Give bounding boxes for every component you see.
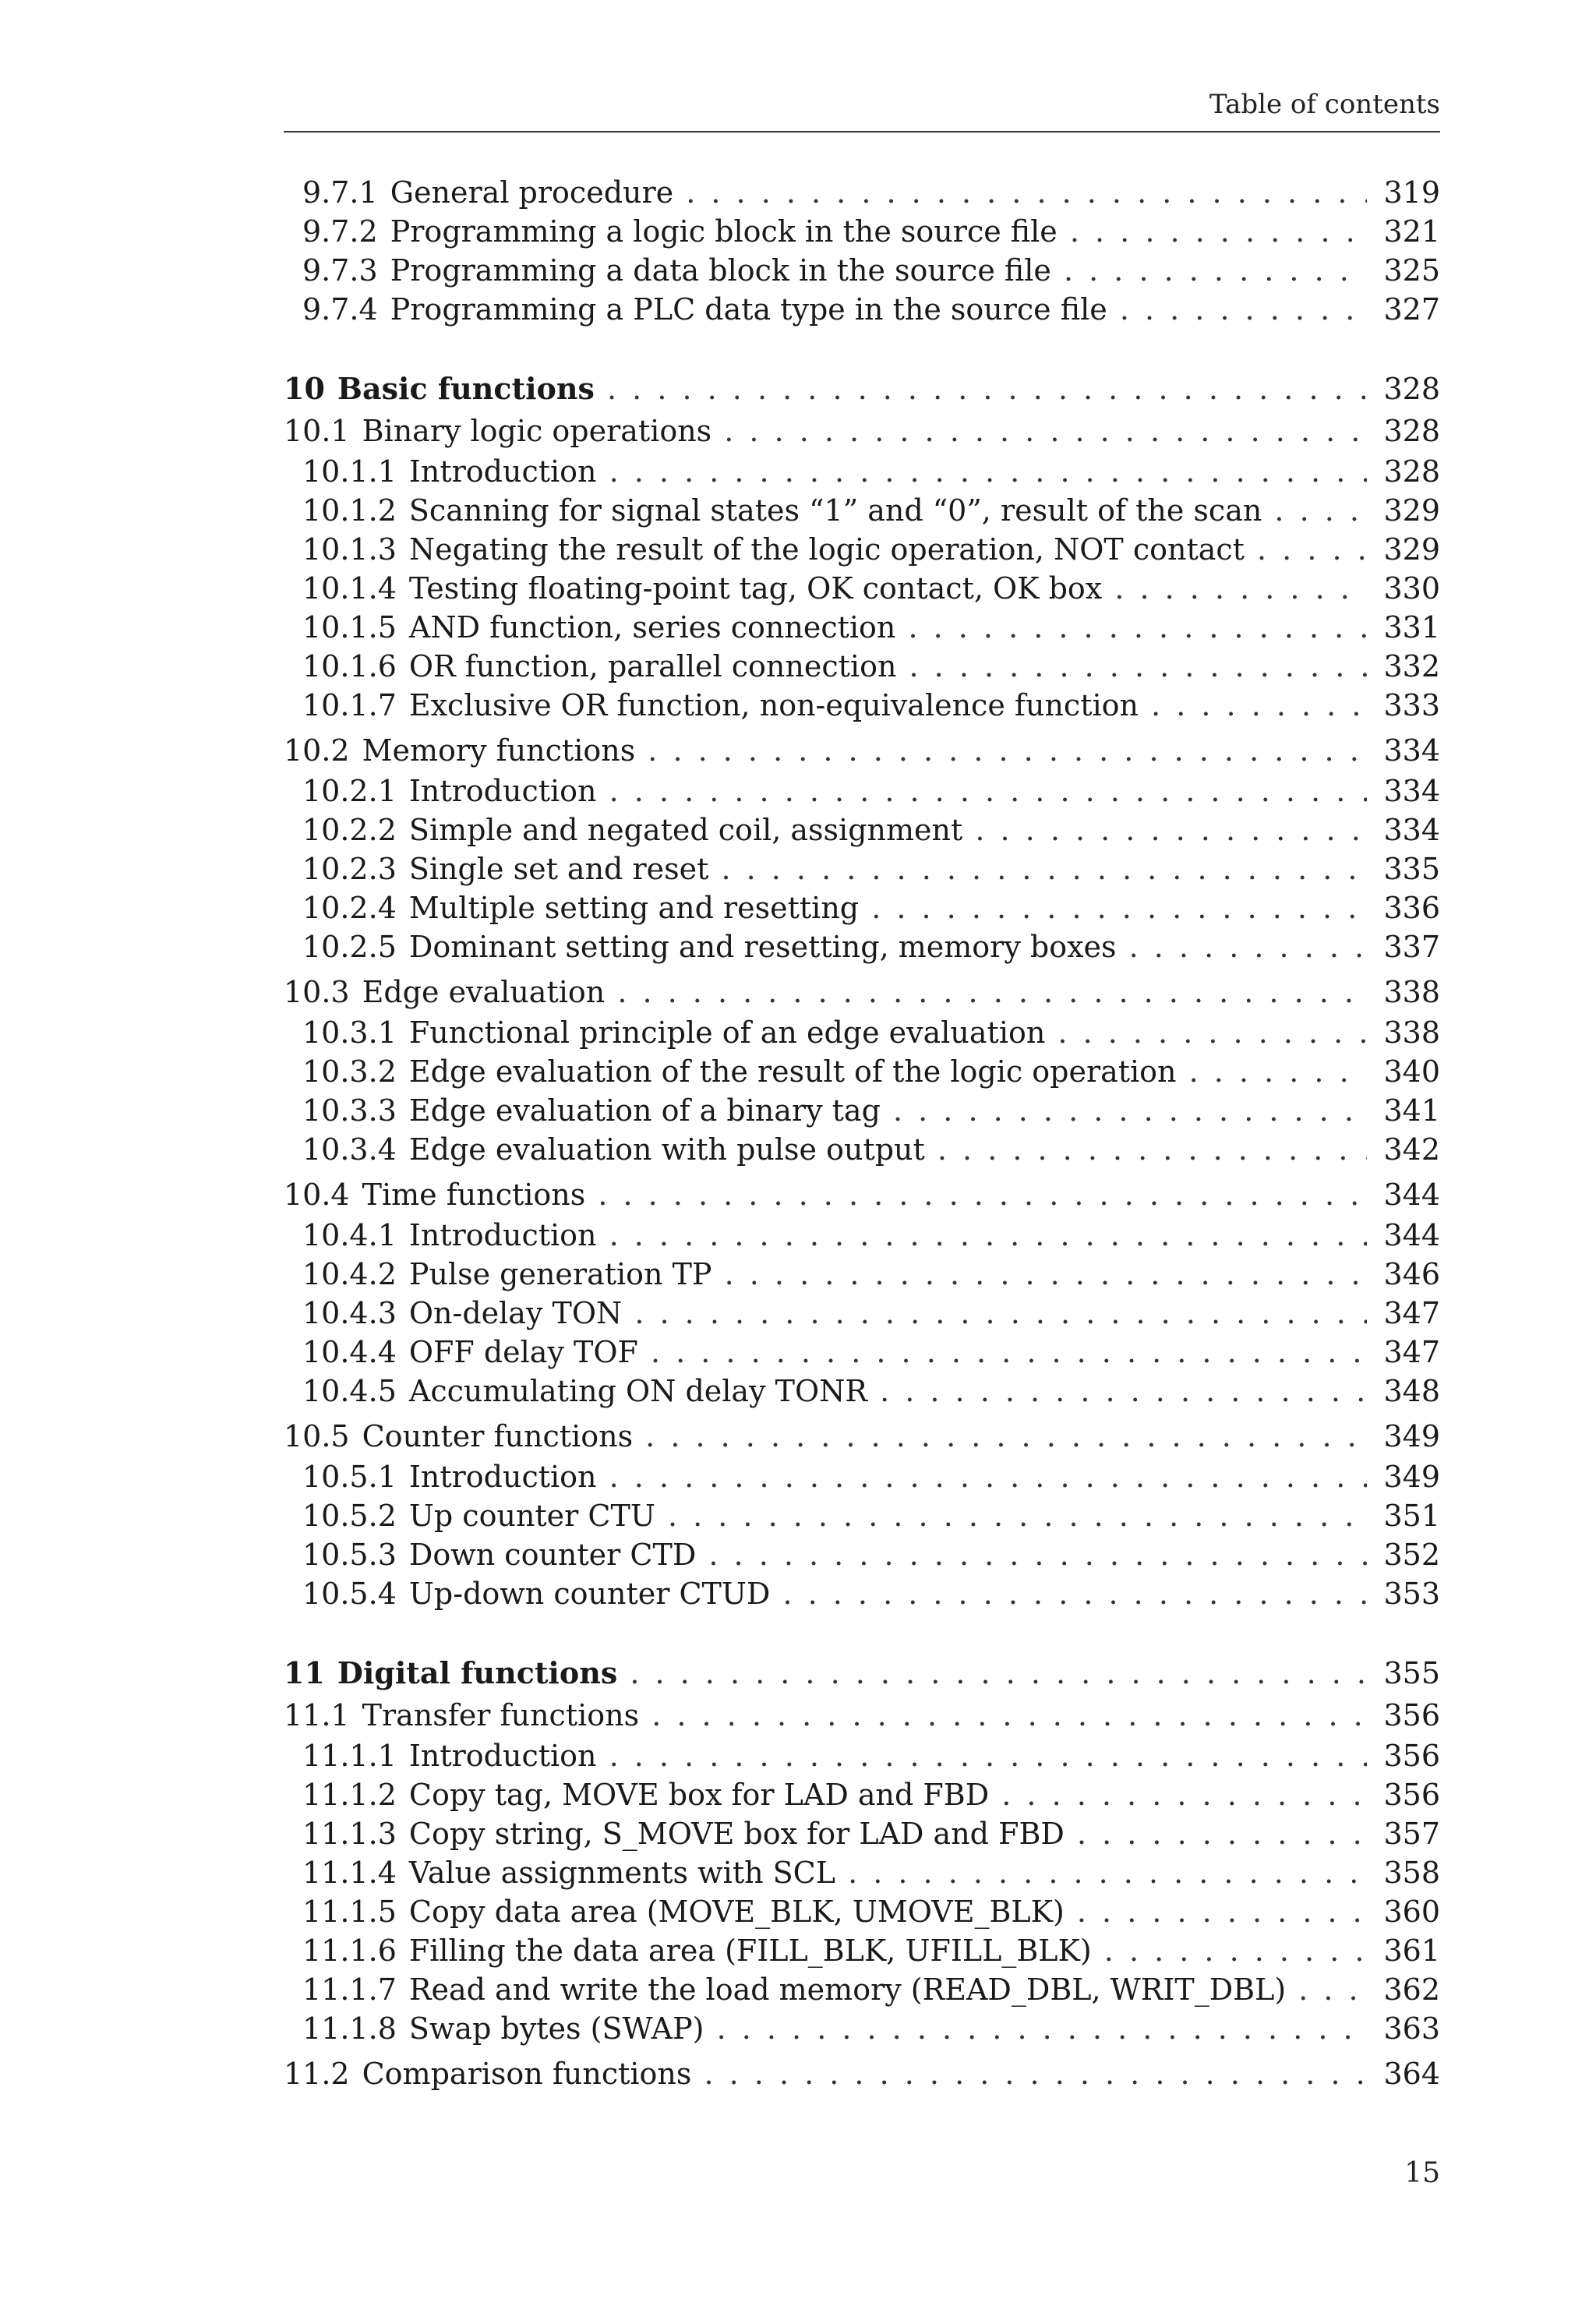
toc-entry-title: Read and write the load memory (READ_DBL, WRIT_DBL) bbox=[408, 1972, 1287, 2007]
toc-entry-heading bbox=[302, 1736, 1367, 1775]
toc-entry-title: Edge evaluation bbox=[362, 975, 606, 1009]
toc-entry-number: 10.1.6 bbox=[302, 649, 397, 683]
toc-entry-title: Down counter CTD bbox=[408, 1538, 697, 1572]
toc-entry-number: 11.1.7 bbox=[302, 1972, 397, 2007]
toc-entry-page: 329 bbox=[1383, 532, 1440, 567]
toc-entry-heading bbox=[302, 1091, 1367, 1130]
toc-entry-heading bbox=[302, 1294, 1367, 1333]
toc-entry-number: 10.4.1 bbox=[302, 1218, 397, 1252]
toc-entry-page: 348 bbox=[1383, 1374, 1440, 1408]
toc-entry[interactable] bbox=[284, 686, 1440, 725]
toc-entry-page: 334 bbox=[1383, 733, 1440, 768]
toc-entry-title: Binary logic operations bbox=[362, 414, 712, 448]
toc-entry-heading bbox=[302, 1013, 1367, 1052]
toc-entry-page: 325 bbox=[1383, 253, 1440, 288]
toc-entry-title: Introduction bbox=[408, 1739, 597, 1773]
toc-entry-number: 11.1.5 bbox=[302, 1895, 397, 1929]
toc-entry-number: 10.2.3 bbox=[302, 852, 397, 886]
toc-entry[interactable] bbox=[284, 1174, 1440, 1216]
toc-entry-heading bbox=[302, 1775, 1367, 1814]
toc-entry-title: Transfer functions bbox=[362, 1698, 640, 1732]
toc-entry-heading bbox=[302, 251, 1367, 290]
toc-entry[interactable] bbox=[284, 1415, 1440, 1457]
toc-entry-number: 10.5.4 bbox=[302, 1577, 397, 1611]
toc-entry-page: 351 bbox=[1383, 1499, 1440, 1533]
toc-entry-number: 11.2 bbox=[284, 2057, 350, 2091]
toc-entry[interactable] bbox=[284, 971, 1440, 1013]
toc-entry-number: 10.1.5 bbox=[302, 610, 397, 644]
toc-entry-page: 340 bbox=[1383, 1054, 1440, 1089]
toc-entry-title: Copy string, S_MOVE box for LAD and FBD bbox=[408, 1817, 1065, 1851]
toc-entry[interactable] bbox=[284, 368, 1440, 410]
toc-entry-number: 10.2.4 bbox=[302, 891, 397, 925]
toc-entry-page: 336 bbox=[1383, 891, 1440, 925]
toc-entry-number: 10.3.4 bbox=[302, 1132, 397, 1167]
toc-entry-number: 10.2.5 bbox=[302, 930, 397, 964]
toc-entry[interactable] bbox=[284, 1091, 1440, 1130]
toc-entry-page: 356 bbox=[1383, 1698, 1440, 1732]
toc-entry-page: 349 bbox=[1383, 1460, 1440, 1494]
toc-entry-heading bbox=[302, 888, 1367, 927]
toc-entry-number: 11 bbox=[284, 1655, 325, 1690]
toc-entry-page: 328 bbox=[1383, 454, 1440, 489]
toc-entry[interactable] bbox=[284, 849, 1440, 888]
toc-entry-number: 10.5.1 bbox=[302, 1460, 397, 1494]
toc-entry-page: 331 bbox=[1383, 610, 1440, 644]
toc-entry[interactable] bbox=[284, 452, 1440, 491]
toc-entry[interactable] bbox=[284, 1496, 1440, 1535]
toc-entry[interactable] bbox=[284, 1130, 1440, 1169]
toc-entry-heading bbox=[284, 971, 1367, 1013]
toc-entry-heading bbox=[284, 1652, 1367, 1694]
toc-entry-heading bbox=[302, 1853, 1367, 1892]
toc-entry-page: 337 bbox=[1383, 930, 1440, 964]
toc-entry-title: Time functions bbox=[362, 1178, 586, 1212]
toc-entry-heading bbox=[302, 1496, 1367, 1535]
toc-entry-title: Value assignments with SCL bbox=[408, 1856, 835, 1890]
toc-entry-page: 353 bbox=[1383, 1577, 1440, 1611]
toc-entry[interactable] bbox=[284, 1255, 1440, 1294]
toc-entry-title: Basic functions bbox=[337, 371, 595, 406]
toc-entry-number: 9.7.2 bbox=[302, 214, 378, 249]
toc-entry-number: 10.3 bbox=[284, 975, 350, 1009]
toc-entry-heading bbox=[284, 729, 1367, 772]
toc-entry-title: Introduction bbox=[408, 774, 597, 808]
toc-entry-title: Testing floating-point tag, OK contact, OK box bbox=[408, 571, 1103, 606]
toc-entry-title: Dominant setting and resetting, memory boxes bbox=[408, 930, 1117, 964]
toc-entry-number: 10.3.2 bbox=[302, 1054, 397, 1089]
toc-entry[interactable] bbox=[284, 410, 1440, 452]
toc-entry-title: General procedure bbox=[390, 175, 674, 210]
toc-entry-title: Pulse generation TP bbox=[408, 1257, 712, 1291]
toc-entry-heading bbox=[302, 2009, 1367, 2048]
toc-entry-title: Copy data area (MOVE_BLK, UMOVE_BLK) bbox=[408, 1895, 1065, 1929]
toc-entry-number: 11.1.6 bbox=[302, 1933, 397, 1968]
toc-entry[interactable] bbox=[284, 1775, 1440, 1814]
toc-entry-page: 329 bbox=[1383, 493, 1440, 528]
toc-entry-heading bbox=[302, 173, 1367, 212]
toc-entry-number: 11.1.2 bbox=[302, 1778, 397, 1812]
page-number: 15 bbox=[1404, 2157, 1440, 2189]
toc-entry-page: 334 bbox=[1383, 774, 1440, 808]
toc-entry-page: 360 bbox=[1383, 1895, 1440, 1929]
toc-entry-title: Filling the data area (FILL_BLK, UFILL_BLK) bbox=[408, 1933, 1092, 1968]
toc-entry[interactable] bbox=[284, 1333, 1440, 1372]
toc-entry-page: 363 bbox=[1383, 2011, 1440, 2046]
toc-entry-title: AND function, series connection bbox=[408, 610, 896, 644]
toc-entry[interactable] bbox=[284, 530, 1440, 569]
toc-entry-page: 319 bbox=[1383, 175, 1440, 210]
toc-entry-title: Exclusive OR function, non-equivalence function bbox=[408, 688, 1139, 722]
toc-entry-title: Multiple setting and resetting bbox=[408, 891, 860, 925]
toc-entry[interactable] bbox=[284, 1574, 1440, 1613]
toc-entry-page: 349 bbox=[1383, 1419, 1440, 1453]
toc-entry-heading bbox=[302, 530, 1367, 569]
toc-entry-number: 10 bbox=[284, 371, 325, 406]
toc-entry-title: Accumulating ON delay TONR bbox=[408, 1374, 867, 1408]
toc-entry-heading bbox=[302, 927, 1367, 966]
toc-entry[interactable] bbox=[284, 1814, 1440, 1853]
toc-entry-title: Edge evaluation with pulse output bbox=[408, 1132, 925, 1167]
toc-entry-page: 341 bbox=[1383, 1093, 1440, 1128]
toc-entry-heading bbox=[284, 1694, 1367, 1736]
toc-entry-page: 361 bbox=[1383, 1933, 1440, 1968]
toc-entry[interactable] bbox=[284, 927, 1440, 966]
toc-entry[interactable] bbox=[284, 1892, 1440, 1931]
toc-entry-number: 10.3.3 bbox=[302, 1093, 397, 1128]
toc-entry[interactable] bbox=[284, 173, 1440, 212]
toc-entry-title: Up counter CTU bbox=[408, 1499, 655, 1533]
toc-entry-heading bbox=[302, 647, 1367, 686]
toc-entry-number: 10.5 bbox=[284, 1419, 350, 1453]
toc-entry-number: 10.1.1 bbox=[302, 454, 397, 489]
toc-entry-page: 330 bbox=[1383, 571, 1440, 606]
toc-entry-heading bbox=[302, 1372, 1367, 1411]
toc-entry-heading bbox=[284, 1174, 1367, 1216]
toc-entry-page: 327 bbox=[1383, 292, 1440, 327]
toc-entry-number: 10.5.3 bbox=[302, 1538, 397, 1572]
toc-entry[interactable] bbox=[284, 251, 1440, 290]
toc-entry-heading bbox=[284, 410, 1367, 452]
toc-entry-title: Memory functions bbox=[362, 733, 636, 768]
toc-entry-number: 10.4.3 bbox=[302, 1296, 397, 1330]
toc-entry[interactable] bbox=[284, 1970, 1440, 2009]
toc-entry-page: 356 bbox=[1383, 1739, 1440, 1773]
toc-entry[interactable] bbox=[284, 491, 1440, 530]
toc-entry-heading bbox=[302, 212, 1367, 251]
toc-entry-number: 10.1.2 bbox=[302, 493, 397, 528]
toc-entry-number: 11.1.8 bbox=[302, 2011, 397, 2046]
table-of-contents bbox=[284, 173, 1440, 2095]
toc-entry-number: 10.4.4 bbox=[302, 1335, 397, 1369]
toc-entry[interactable] bbox=[284, 1535, 1440, 1574]
toc-entry-title: Introduction bbox=[408, 1460, 597, 1494]
toc-entry-heading bbox=[302, 1814, 1367, 1853]
toc-entry-number: 9.7.4 bbox=[302, 292, 378, 327]
toc-entry-number: 11.1.3 bbox=[302, 1817, 397, 1851]
toc-entry-number: 10.3.1 bbox=[302, 1015, 397, 1050]
header-title: Table of contents bbox=[1209, 89, 1440, 120]
toc-entry-number: 9.7.3 bbox=[302, 253, 378, 288]
toc-entry[interactable] bbox=[284, 1294, 1440, 1333]
toc-entry-title: Introduction bbox=[408, 1218, 597, 1252]
toc-entry-title: Programming a PLC data type in the source file bbox=[390, 292, 1107, 327]
toc-entry-page: 333 bbox=[1383, 688, 1440, 722]
toc-entry-title: Copy tag, MOVE box for LAD and FBD bbox=[408, 1778, 990, 1812]
toc-entry-number: 10.2 bbox=[284, 733, 350, 768]
toc-entry-page: 328 bbox=[1383, 372, 1440, 406]
toc-entry[interactable] bbox=[284, 1013, 1440, 1052]
toc-entry[interactable] bbox=[284, 647, 1440, 686]
toc-entry-heading bbox=[302, 290, 1367, 329]
toc-entry-title: Edge evaluation of a binary tag bbox=[408, 1093, 881, 1128]
toc-entry[interactable] bbox=[284, 569, 1440, 608]
toc-entry[interactable] bbox=[284, 772, 1440, 810]
toc-entry[interactable] bbox=[284, 1216, 1440, 1255]
toc-entry[interactable] bbox=[284, 810, 1440, 849]
toc-entry[interactable] bbox=[284, 2009, 1440, 2048]
toc-entry[interactable] bbox=[284, 1853, 1440, 1892]
toc-entry-page: 352 bbox=[1383, 1538, 1440, 1572]
toc-entry-page: 364 bbox=[1383, 2057, 1440, 2091]
toc-entry[interactable] bbox=[284, 1736, 1440, 1775]
toc-entry[interactable] bbox=[284, 1052, 1440, 1091]
toc-entry-heading bbox=[302, 1130, 1367, 1169]
toc-entry-page: 358 bbox=[1383, 1856, 1440, 1890]
toc-entry-heading bbox=[302, 1255, 1367, 1294]
toc-entry-heading bbox=[302, 1574, 1367, 1613]
toc-entry-title: On-delay TON bbox=[408, 1296, 623, 1330]
toc-entry-page: 344 bbox=[1383, 1178, 1440, 1212]
toc-entry-page: 346 bbox=[1383, 1257, 1440, 1291]
toc-entry-heading bbox=[302, 1970, 1367, 2009]
toc-entry-page: 357 bbox=[1383, 1817, 1440, 1851]
toc-entry-page: 338 bbox=[1383, 1015, 1440, 1050]
toc-entry-heading bbox=[284, 368, 1367, 410]
toc-entry-page: 334 bbox=[1383, 813, 1440, 847]
toc-entry-title: Simple and negated coil, assignment bbox=[408, 813, 963, 847]
toc-entry-page: 332 bbox=[1383, 649, 1440, 683]
toc-entry-number: 11.1.4 bbox=[302, 1856, 397, 1890]
toc-entry-page: 362 bbox=[1383, 1972, 1440, 2007]
toc-entry-heading bbox=[302, 1892, 1367, 1931]
toc-entry-title: OR function, parallel connection bbox=[408, 649, 897, 683]
toc-entry-title: Counter functions bbox=[362, 1419, 634, 1453]
toc-entry[interactable] bbox=[284, 290, 1440, 329]
toc-entry[interactable] bbox=[284, 1931, 1440, 1970]
toc-entry-number: 9.7.1 bbox=[302, 175, 378, 210]
toc-entry-title: Programming a data block in the source file bbox=[390, 253, 1051, 288]
toc-entry-heading bbox=[302, 491, 1367, 530]
toc-entry-title: Scanning for signal states “1” and “0”, result of the scan bbox=[408, 493, 1262, 528]
toc-entry-heading bbox=[302, 1931, 1367, 1970]
toc-entry[interactable] bbox=[284, 1372, 1440, 1411]
toc-entry[interactable] bbox=[284, 729, 1440, 772]
toc-entry-title: Edge evaluation of the result of the logic operation bbox=[408, 1054, 1177, 1089]
toc-entry[interactable] bbox=[284, 608, 1440, 647]
toc-entry-number: 10.4.5 bbox=[302, 1374, 397, 1408]
toc-entry-title: Swap bytes (SWAP) bbox=[408, 2011, 704, 2046]
toc-entry-heading bbox=[302, 686, 1367, 725]
running-header bbox=[284, 84, 1440, 132]
toc-entry[interactable] bbox=[284, 2053, 1440, 2095]
toc-entry-title: Introduction bbox=[408, 454, 597, 489]
toc-entry-number: 10.1 bbox=[284, 414, 350, 448]
toc-entry-page: 338 bbox=[1383, 975, 1440, 1009]
toc-entry-title: Comparison functions bbox=[362, 2057, 692, 2091]
toc-entry-page: 342 bbox=[1383, 1132, 1440, 1167]
toc-entry-title: Digital functions bbox=[337, 1655, 618, 1690]
toc-entry-number: 10.2.1 bbox=[302, 774, 397, 808]
toc-entry-heading bbox=[302, 608, 1367, 647]
toc-entry-number: 10.1.3 bbox=[302, 532, 397, 567]
toc-entry-number: 10.4 bbox=[284, 1178, 350, 1212]
toc-entry-heading bbox=[302, 772, 1367, 810]
toc-entry-page: 335 bbox=[1383, 852, 1440, 886]
toc-entry-heading bbox=[302, 1457, 1367, 1496]
toc-entry-heading bbox=[302, 1535, 1367, 1574]
toc-entry-page: 321 bbox=[1383, 214, 1440, 249]
toc-entry-page: 355 bbox=[1383, 1656, 1440, 1690]
toc-entry-title: Programming a logic block in the source file bbox=[390, 214, 1058, 249]
toc-entry[interactable] bbox=[284, 212, 1440, 251]
toc-entry-number: 10.5.2 bbox=[302, 1499, 397, 1533]
toc-entry[interactable] bbox=[284, 1457, 1440, 1496]
toc-entry-number: 11.1 bbox=[284, 1698, 350, 1732]
toc-entry-title: Negating the result of the logic operation, NOT contact bbox=[408, 532, 1245, 567]
toc-entry-title: Single set and reset bbox=[408, 852, 709, 886]
toc-entry-number: 10.1.4 bbox=[302, 571, 397, 606]
toc-entry-number: 10.1.7 bbox=[302, 688, 397, 722]
toc-entry-page: 347 bbox=[1383, 1335, 1440, 1369]
toc-entry-heading bbox=[302, 1052, 1367, 1091]
toc-entry-heading bbox=[284, 1415, 1367, 1457]
toc-entry-number: 10.2.2 bbox=[302, 813, 397, 847]
toc-entry-title: Up-down counter CTUD bbox=[408, 1577, 771, 1611]
toc-entry-page: 347 bbox=[1383, 1296, 1440, 1330]
toc-entry-heading bbox=[302, 810, 1367, 849]
toc-entry[interactable] bbox=[284, 888, 1440, 927]
toc-entry-heading bbox=[302, 849, 1367, 888]
toc-entry-page: 344 bbox=[1383, 1218, 1440, 1252]
toc-entry[interactable] bbox=[284, 1694, 1440, 1736]
toc-entry-heading bbox=[302, 569, 1367, 608]
toc-entry-title: Functional principle of an edge evaluation bbox=[408, 1015, 1046, 1050]
toc-entry[interactable] bbox=[284, 1652, 1440, 1694]
toc-entry-page: 356 bbox=[1383, 1778, 1440, 1812]
toc-entry-heading bbox=[302, 452, 1367, 491]
toc-entry-title: OFF delay TOF bbox=[408, 1335, 638, 1369]
toc-entry-heading bbox=[302, 1333, 1367, 1372]
toc-entry-heading bbox=[284, 2053, 1367, 2095]
toc-entry-heading bbox=[302, 1216, 1367, 1255]
toc-entry-number: 10.4.2 bbox=[302, 1257, 397, 1291]
toc-entry-page: 328 bbox=[1383, 414, 1440, 448]
toc-entry-number: 11.1.1 bbox=[302, 1739, 397, 1773]
